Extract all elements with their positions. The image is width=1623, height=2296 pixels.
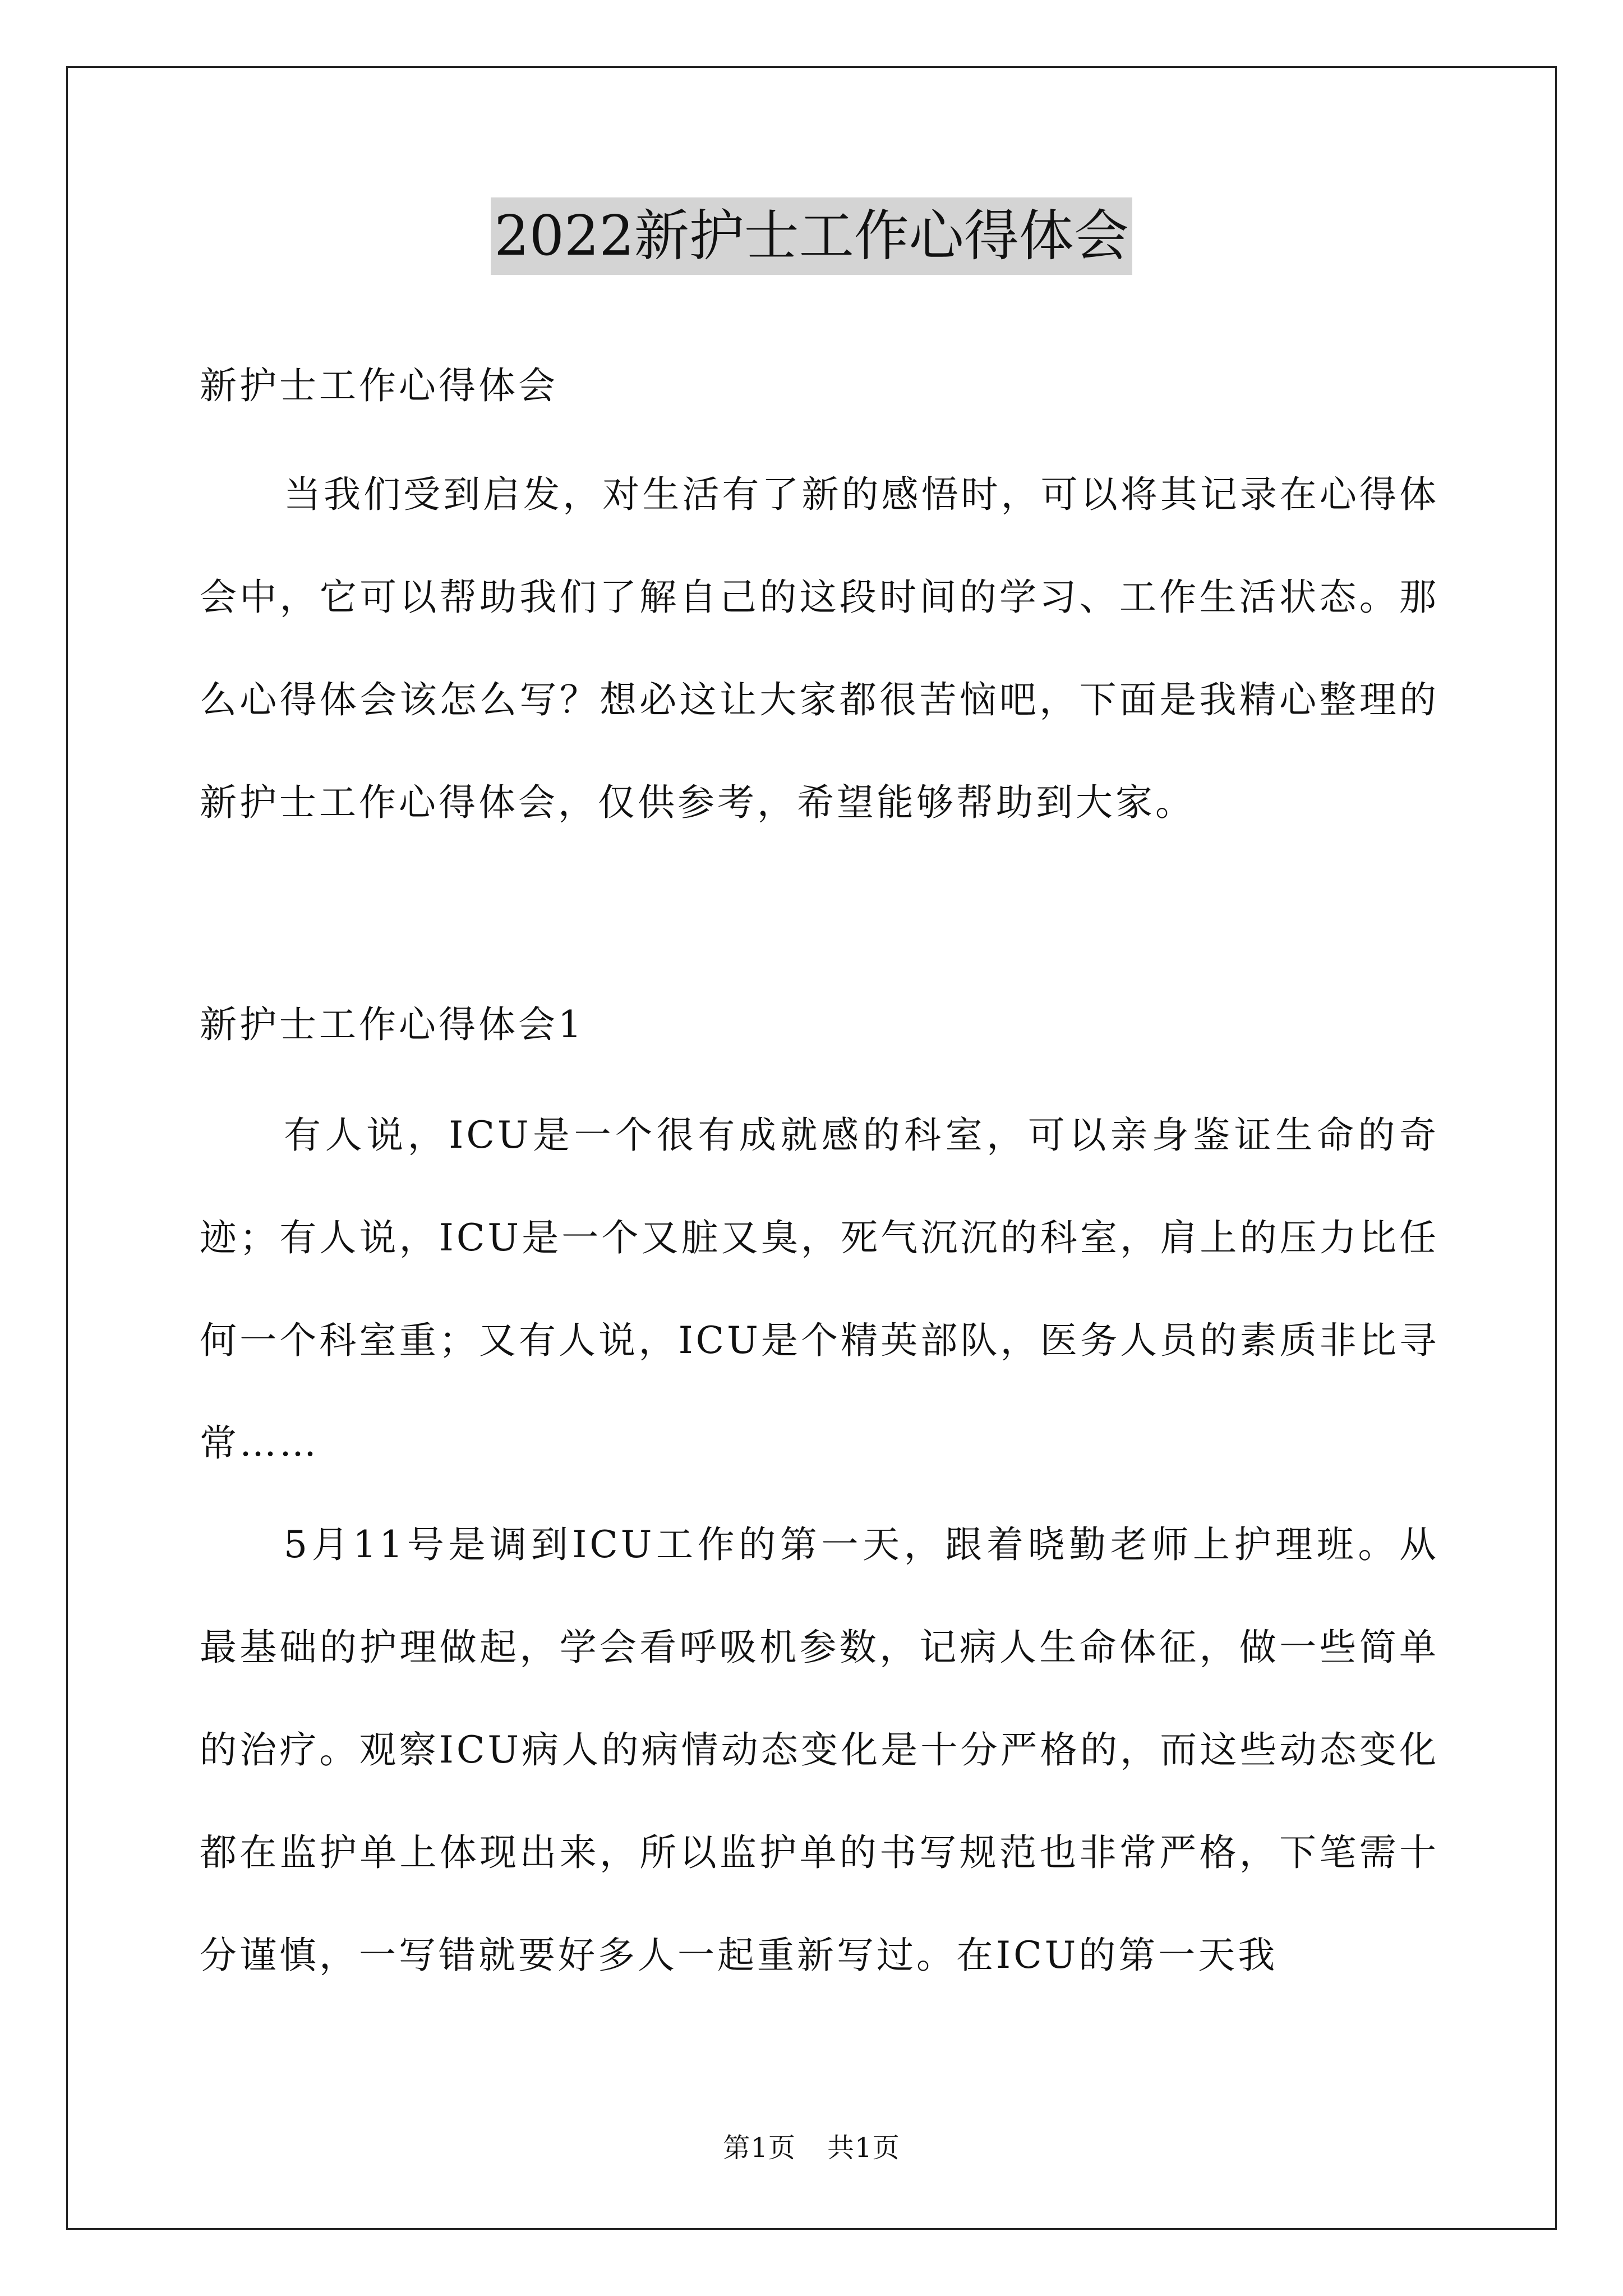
page-footer xyxy=(0,2126,1623,2165)
page-number: 第1页 xyxy=(723,2132,796,2164)
page-total: 共1页 xyxy=(827,2132,900,2164)
document-title: 2022新护士工作心得体会 xyxy=(491,197,1132,275)
section-heading: 新护士工作心得体会1 xyxy=(200,1003,584,1046)
subtitle: 新护士工作心得体会 xyxy=(200,364,558,407)
paragraph-2: 5月11号是调到ICU工作的第一天，跟着晓勤老师上护理班。从最基础的护理做起，学会看呼吸机参数，记病人生命体征，做一些简单的治疗。观察ICU病人的病情动态变化是十分严格的，而这些动态变化都在监护单上体现出来，所以监护单的书写规范也非常严格，下笔需十分谨慎，一写错就要好多人一起重新写过。在ICU的第一天我 xyxy=(200,1523,1439,1977)
paragraph-1: 有人说，ICU是一个很有成就感的科室，可以亲身鉴证生命的奇迹；有人说，ICU是一个又脏又臭，死气沉沉的科室，肩上的压力比任何一个科室重；又有人说，ICU是个精英部队，医务人员的素质非比寻常…… xyxy=(200,1114,1439,1465)
intro-paragraph: 当我们受到启发，对生活有了新的感悟时，可以将其记录在心得体会中，它可以帮助我们了解自己的这段时间的学习、工作生活状态。那么心得体会该怎么写？想必这让大家都很苦恼吧，下面是我精心整理的新护士工作心得体会，仅供参考，希望能够帮助到大家。 xyxy=(200,473,1439,824)
title-container xyxy=(0,197,1623,275)
